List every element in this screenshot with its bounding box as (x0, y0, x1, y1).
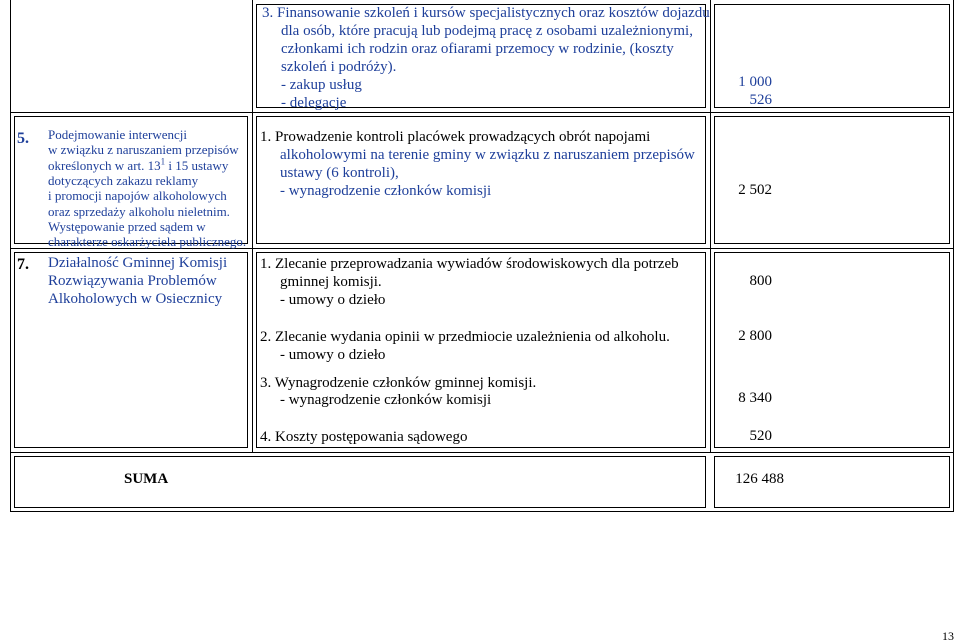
row7-task3-line: - wynagrodzenie członków komisji (280, 392, 492, 408)
row7-desc-line: Działalność Gminnej Komisji (48, 255, 228, 271)
row7-task1-line: - umowy o dzieło (280, 292, 386, 308)
amount-value: 1 000 (738, 74, 772, 90)
row7-task2-line: 2. Zlecanie wydania opinii w przedmiocie uzależnienia od alkoholu. (260, 329, 670, 345)
suma-label: SUMA (124, 471, 169, 487)
row5-desc-line: dotyczących zakazu reklamy (48, 173, 199, 188)
amount-value: 520 (749, 428, 772, 444)
row5-art-sup: 1 (160, 156, 166, 167)
row5-desc-line: Występowanie przed sądem w (48, 219, 206, 234)
row7-task3-line: 3. Wynagrodzenie członków gminnej komisji. (260, 375, 537, 391)
row7-task1-line: 1. Zlecanie przeprowadzania wywiadów środowiskowych dla potrzeb (260, 256, 679, 272)
col-divider-right (710, 0, 711, 452)
amount-value: 800 (749, 273, 772, 289)
row5-desc-line: Podejmowanie interwencji (48, 127, 187, 142)
row-top-line: członkami ich rodzin oraz ofiarami przemocy w rodzinie, (koszty (281, 41, 674, 57)
row-top-line: dla osób, które pracują lub podejmą pracę z osobami uzależnionymi, (281, 23, 693, 39)
row-number: 5. (17, 130, 29, 147)
page-number: 13 (942, 629, 954, 643)
row-divider-suma (10, 452, 954, 453)
row-divider-1 (10, 112, 954, 113)
suma-amount: 126 488 (735, 471, 784, 487)
row-number: 7. (17, 256, 29, 273)
col-divider-left (252, 0, 253, 452)
row5-task-line: - wynagrodzenie członków komisji (280, 183, 492, 199)
row7-desc-line: Rozwiązywania Problemów (48, 273, 217, 289)
row5-task-line: ustawy (6 kontroli), (280, 165, 399, 181)
row-top-line: - zakup usług (281, 77, 362, 93)
row5-task-line: 1. Prowadzenie kontroli placówek prowadzących obrót napojami (260, 129, 651, 145)
row5-desc-line (48, 158, 228, 174)
row5-art-text: określonych w art. 13 (48, 158, 161, 173)
row5-desc-line: charakterze oskarżyciela publicznego. (48, 234, 247, 249)
amount-value: 2 800 (738, 328, 772, 344)
row5-desc-line: i promocji napojów alkoholowych (48, 188, 227, 203)
row5-art-tail: i 15 ustawy (165, 158, 229, 173)
row7-task2-line: - umowy o dzieło (280, 347, 386, 363)
row7-desc-line: Alkoholowych w Osiecznicy (48, 291, 223, 307)
row5-task-line: alkoholowymi na terenie gminy w związku z naruszaniem przepisów (280, 147, 695, 163)
row7-task1-line: gminnej komisji. (280, 274, 382, 290)
cell-frame (14, 456, 706, 508)
row-top-line: 3. Finansowanie szkoleń i kursów specjalistycznych oraz kosztów dojazdu (262, 5, 710, 21)
row7-task4-line: 4. Koszty postępowania sądowego (260, 429, 468, 445)
row-top-line: szkoleń i podróży). (281, 59, 397, 75)
amount-value: 2 502 (738, 182, 772, 198)
amount-value: 526 (749, 92, 772, 108)
cell-frame (714, 116, 950, 244)
row5-desc-line: w związku z naruszaniem przepisów (48, 142, 239, 157)
amount-value: 8 340 (738, 390, 772, 406)
row5-desc-line: oraz sprzedaży alkoholu nieletnim. (48, 204, 230, 219)
row-top-line: - delegacje (281, 95, 347, 111)
